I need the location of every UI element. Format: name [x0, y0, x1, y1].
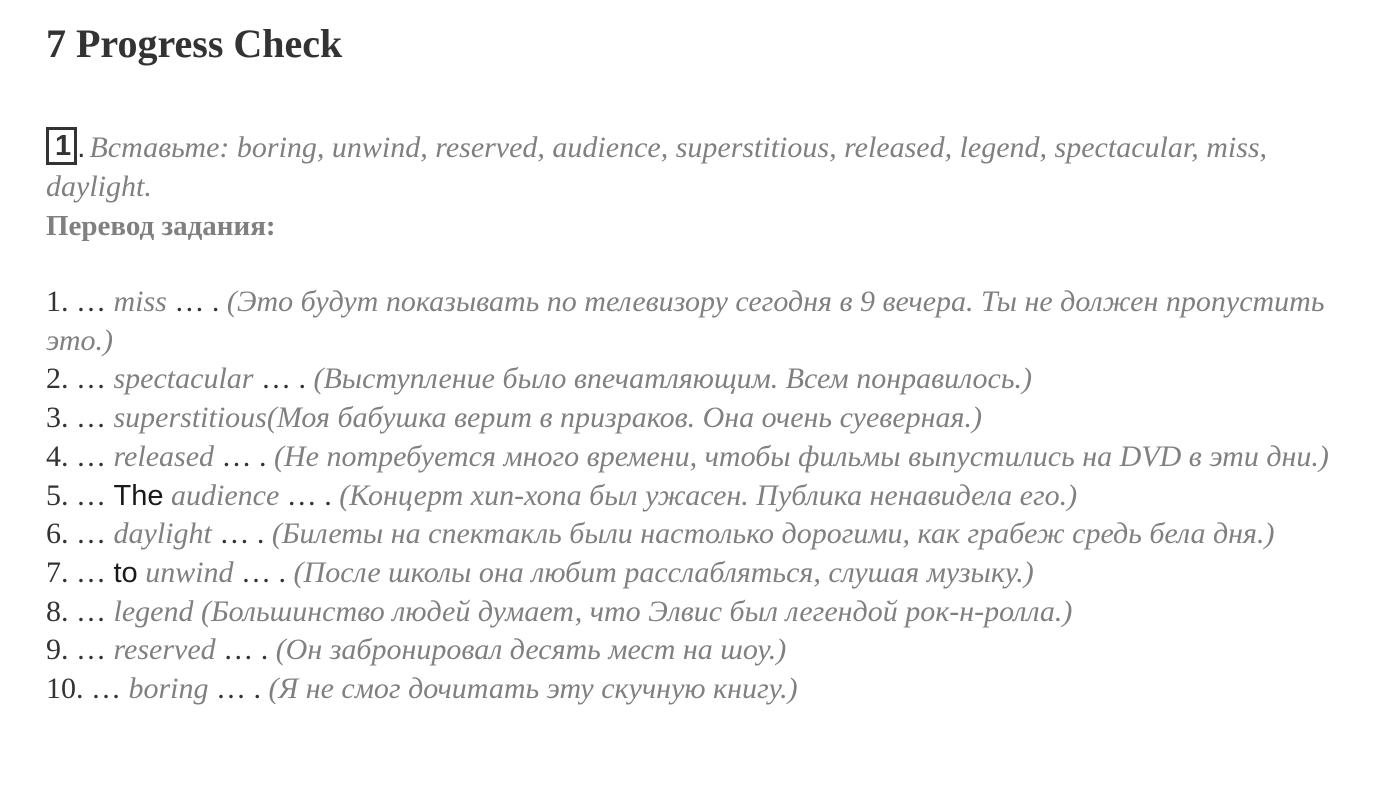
- answer-item: [46, 631, 1366, 670]
- answer-ellipsis: … .: [286, 478, 332, 512]
- answer-list: [46, 283, 1366, 709]
- task-number-dot: .: [77, 131, 86, 164]
- answer-number: 4. …: [46, 439, 106, 473]
- answer-item: [46, 438, 1366, 477]
- answer-number: 7. …: [46, 555, 106, 589]
- answer-number: 2. …: [46, 362, 106, 396]
- answer-item: [46, 593, 1366, 632]
- instruction-text: Вставьте: boring, unwind, reserved, audience, superstitious, released, legend, spectacular, miss, daylight.: [46, 131, 1268, 203]
- answer-item: [46, 477, 1366, 516]
- answer-word: unwind: [145, 555, 234, 589]
- answer-ellipsis: … .: [174, 285, 220, 318]
- answer-ellipsis: … .: [223, 633, 269, 667]
- answer-translation: (Большинство людей думает, что Элвис был легендой рок-н-ролла.): [200, 594, 1073, 628]
- translation-heading: Перевод задания:: [46, 210, 276, 242]
- answer-translation: (Выступление было впечатляющим. Всем понравилось.): [313, 362, 1033, 396]
- answer-word: reserved: [113, 633, 216, 667]
- answer-ellipsis: … .: [221, 439, 267, 473]
- answer-word: daylight: [113, 517, 212, 551]
- answer-item: [46, 670, 1366, 709]
- answer-number: 6. …: [46, 517, 106, 551]
- task-instruction: [46, 127, 1366, 206]
- answer-number: 5. …: [46, 478, 106, 512]
- answer-prefix: to: [113, 556, 138, 589]
- answer-translation: (Он забронировал десять мест на шоу.): [275, 633, 787, 667]
- answer-item: [46, 399, 1366, 438]
- answer-prefix: The: [113, 479, 164, 512]
- task-number-badge: 1: [46, 127, 77, 165]
- answer-word: audience: [170, 478, 280, 512]
- answer-translation: (Это будут показывать по телевизору сегодня в 9 вечера. Ты не должен пропустить это.): [46, 285, 1325, 357]
- answer-number: 1. …: [46, 285, 106, 318]
- answer-number: 3. …: [46, 401, 106, 435]
- answer-ellipsis: … .: [219, 517, 265, 551]
- answer-number: 9. …: [46, 633, 106, 667]
- answer-translation: (Билеты на спектакль были настолько дорогими, как грабеж средь бела дня.): [271, 517, 1275, 551]
- answer-word: spectacular: [113, 362, 254, 396]
- answer-translation: (Моя бабушка верит в призраков. Она очень суеверная.): [266, 401, 982, 435]
- answer-word: miss: [113, 285, 167, 318]
- answer-item: [46, 554, 1366, 593]
- answer-item: [46, 360, 1366, 399]
- answer-word: legend: [113, 594, 194, 628]
- answer-number: 8. …: [46, 594, 106, 628]
- answer-ellipsis: … .: [260, 362, 306, 396]
- page-title: 7 Progress Check: [46, 21, 343, 66]
- answer-translation: (Не потребуется много времени, чтобы фильмы выпустились на DVD в эти дни.): [274, 439, 1329, 473]
- document-page: [46, 14, 1366, 709]
- answer-word: boring: [128, 672, 209, 706]
- answer-item: [46, 515, 1366, 554]
- answer-number: 10. …: [46, 672, 121, 706]
- answer-translation: (Я не смог дочитать эту скучную книгу.): [268, 672, 798, 706]
- answer-word: released: [113, 439, 215, 473]
- answer-word: superstitious: [113, 401, 267, 435]
- answer-ellipsis: … .: [241, 555, 287, 589]
- answer-item: [46, 283, 1366, 360]
- answer-ellipsis: … .: [216, 672, 262, 706]
- answer-translation: (Концерт хип-хопа был ужасен. Публика ненавидела его.): [339, 478, 1078, 512]
- answer-translation: (После школы она любит расслабляться, слушая музыку.): [293, 555, 1034, 589]
